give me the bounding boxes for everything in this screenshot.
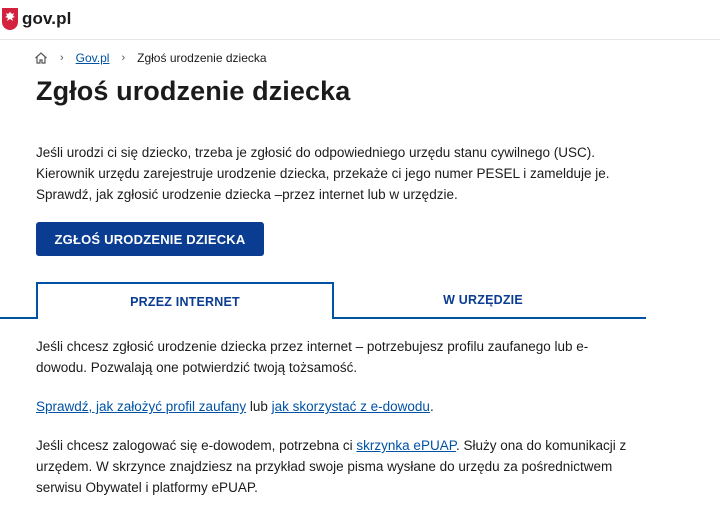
tab-content: [36, 336, 636, 516]
epuap-inbox-link[interactable]: skrzynka ePUAP: [356, 438, 456, 453]
content-paragraph-1: Jeśli chcesz zgłosić urodzenie dziecka przez internet – potrzebujesz profilu zaufanego lub e-dowodu. Pozwalają one potwierdzić twoją tożsamość.: [36, 339, 589, 375]
e-id-link[interactable]: jak skorzystać z e-dowodu: [271, 399, 430, 414]
paragraph-3-start: Jeśli chcesz zalogować się e-dowodem, potrzebna ci: [36, 438, 357, 453]
report-birth-button[interactable]: ZGŁOŚ URODZENIE DZIECKA: [36, 222, 264, 256]
link-connector-text: lub: [246, 399, 272, 414]
intro-paragraph: Jeśli urodzi ci się dziecko, trzeba je zgłosić do odpowiedniego urzędu stanu cywilnego (USC). Kierownik urzędu zarejestruje urodzenie dziecka, przekaże ci jego numer PESEL i zamelduje je. Sprawdź, jak zgłosić urodzenie dziecka –przez internet lub w urzędzie.: [36, 145, 610, 202]
tab-in-office[interactable]: W URZĘDZIE: [443, 293, 523, 307]
breadcrumb-separator-icon: ›: [60, 52, 64, 64]
content-paragraph-2: [36, 396, 636, 417]
trusted-profile-link[interactable]: Sprawdź, jak założyć profil zaufany: [36, 399, 247, 414]
content-paragraph-3: [36, 435, 636, 498]
poland-emblem-icon[interactable]: [2, 8, 18, 30]
site-header: [0, 0, 720, 40]
brand-logo-text[interactable]: gov.pl: [22, 9, 72, 28]
breadcrumb-separator-icon: ›: [121, 52, 126, 64]
sentence-end: .: [429, 399, 434, 414]
page-title: Zgłoś urodzenie dziecka: [36, 76, 351, 106]
home-icon[interactable]: [34, 51, 48, 65]
breadcrumb: [34, 50, 267, 66]
tab-bar: [0, 282, 646, 318]
breadcrumb-item-govpl[interactable]: Gov.pl: [75, 51, 110, 65]
paragraph-3-end: . Służy ona do komunikacji z urzędem. W skrzynce znajdziesz na przykład swoje pisma wysłane do urzędu za pośrednictwem serwisu Obywatel i platformy ePUAP.: [36, 438, 627, 495]
tab-online[interactable]: PRZEZ INTERNET: [36, 282, 334, 319]
breadcrumb-item-current: Zgłoś urodzenie dziecka: [137, 51, 267, 65]
